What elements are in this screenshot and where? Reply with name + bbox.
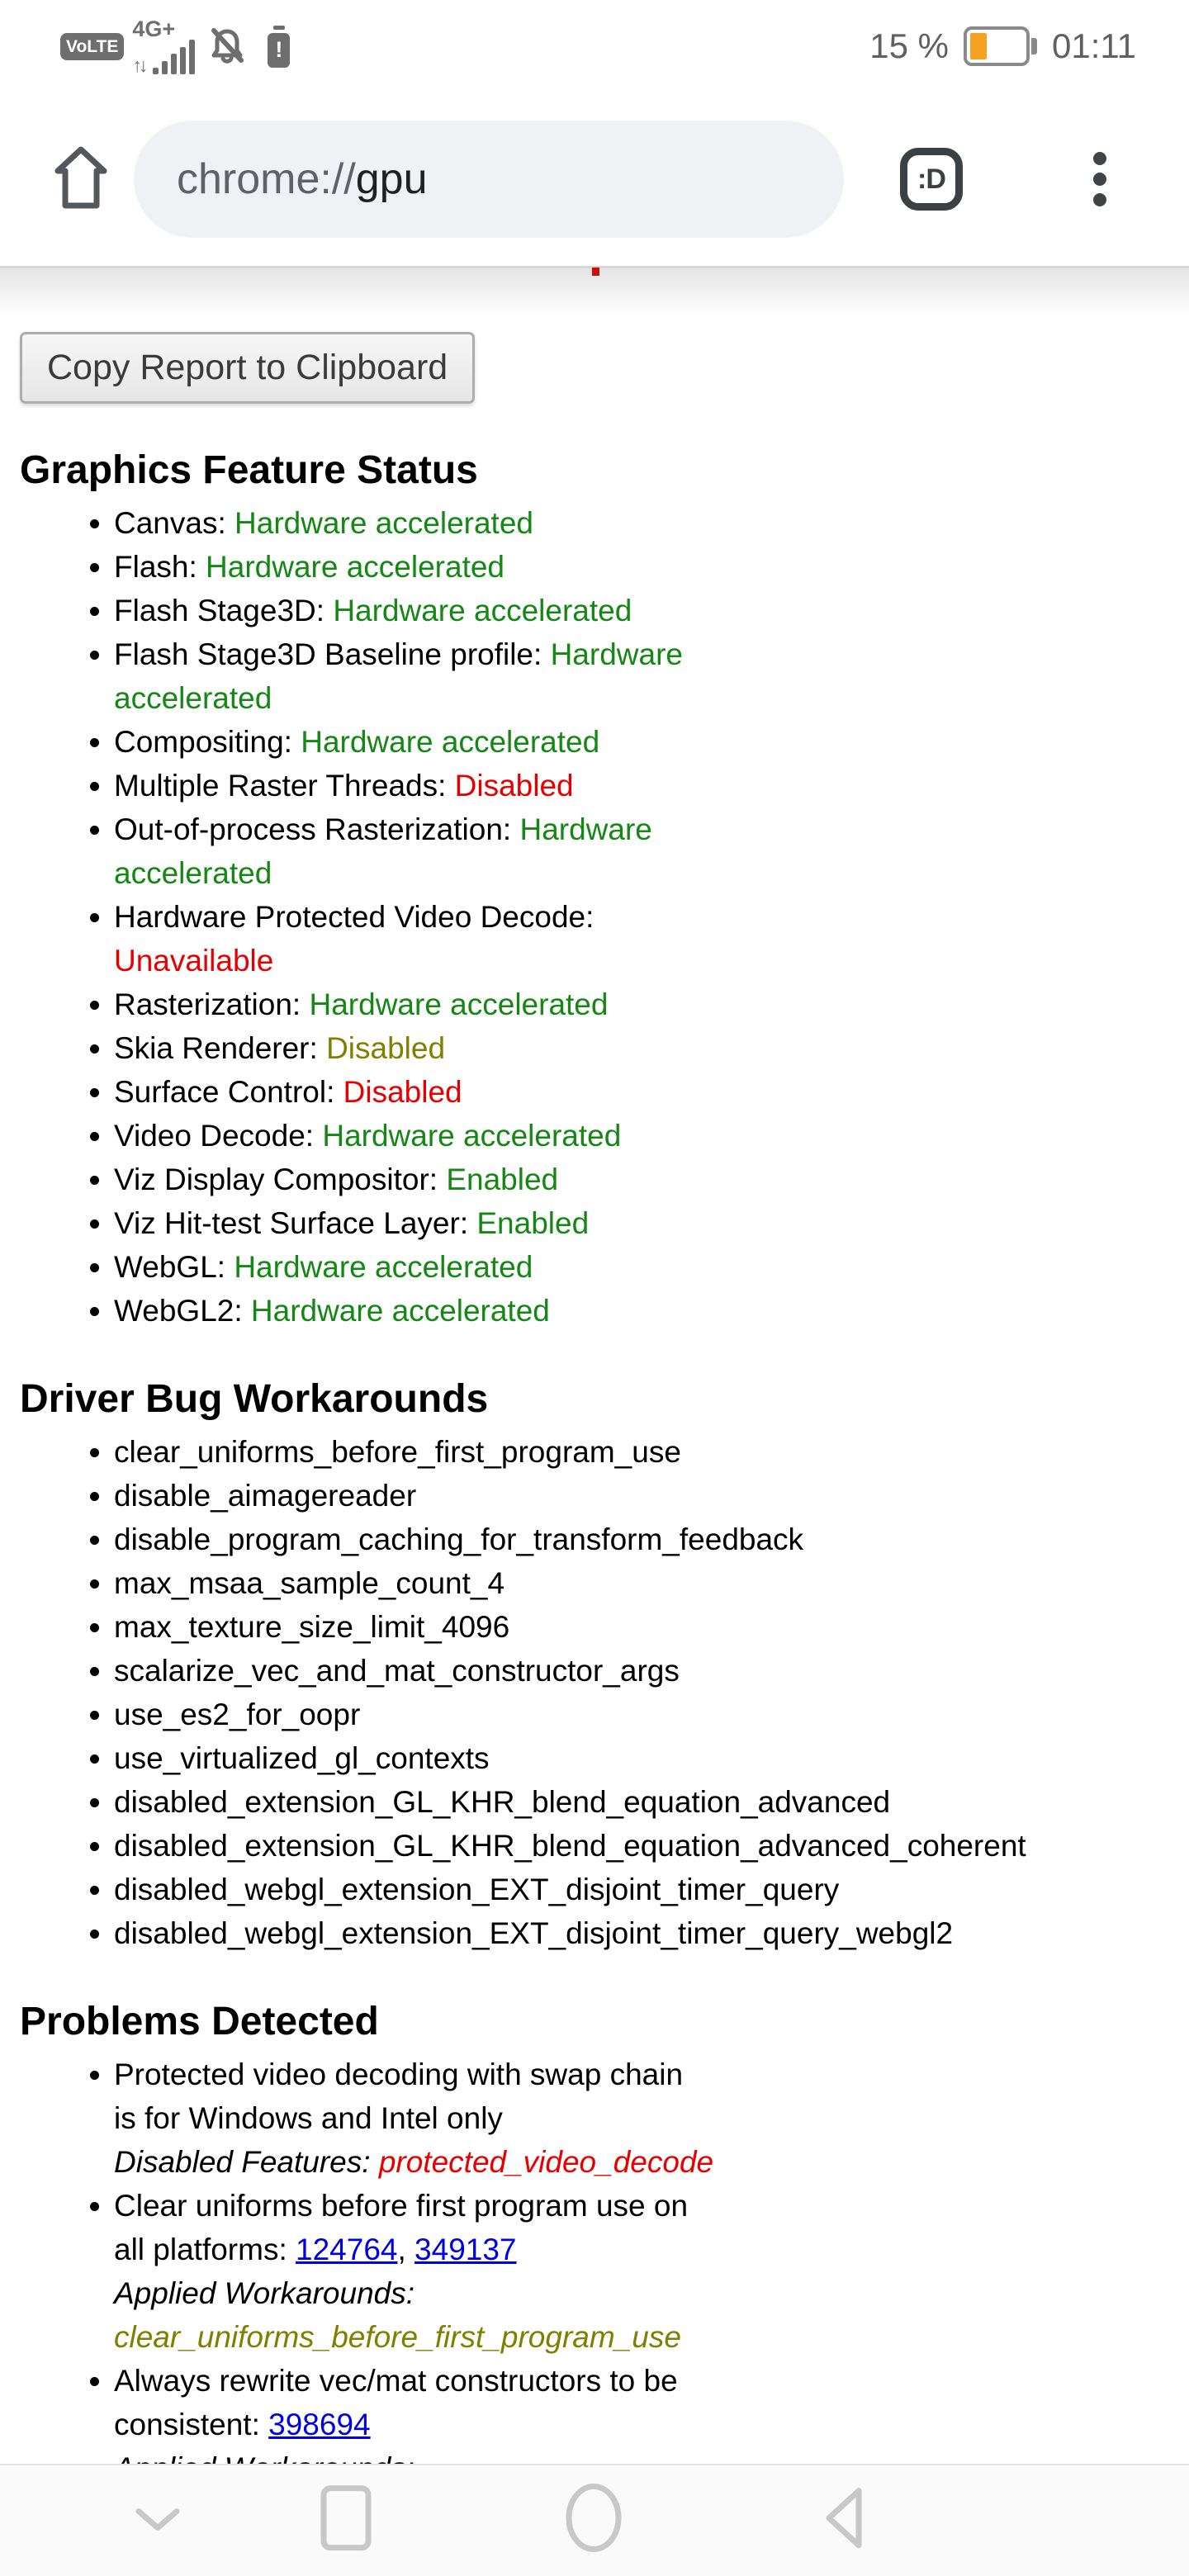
list-item xyxy=(114,1114,1169,1158)
text-segment: disabled_webgl_extension_EXT_disjoint_timer_query_webgl2 xyxy=(114,1916,954,1950)
network-indicator xyxy=(132,18,195,74)
text-segment: Hardware Protected Video Decode: xyxy=(114,900,594,934)
text-segment: Hardware accelerated xyxy=(234,1250,533,1284)
text-segment: Hardware accelerated xyxy=(322,1119,622,1153)
text-segment: Enabled xyxy=(476,1206,590,1240)
status-bar xyxy=(0,0,1189,92)
network-type-label: 4G+ xyxy=(132,17,176,41)
network-activity xyxy=(132,40,195,74)
list-item xyxy=(114,1693,1169,1736)
text-segment: disable_aimagereader xyxy=(114,1479,417,1513)
text-segment: Viz Display Compositor: xyxy=(114,1163,447,1196)
gpu-report-page xyxy=(0,332,1189,2490)
text-segment: Disabled Features: xyxy=(114,2145,379,2179)
text-segment: max_texture_size_limit_4096 xyxy=(114,1610,510,1644)
text-segment: consistent: xyxy=(114,2408,269,2441)
text-segment: Flash Stage3D Baseline profile: xyxy=(114,637,551,671)
signal-bars-icon xyxy=(149,40,195,74)
text-segment: Applied Workarounds: xyxy=(114,2276,415,2310)
report-sections xyxy=(20,448,1169,2490)
text-segment: disabled_webgl_extension_EXT_disjoint_timer_query xyxy=(114,1873,840,1906)
url-scheme: chrome:// xyxy=(177,155,356,203)
text-segment: Enabled xyxy=(446,1163,559,1196)
list-item xyxy=(114,764,1169,807)
battery-percent-label: 15 % xyxy=(869,26,949,65)
list-item xyxy=(114,1824,1169,1868)
tab-switcher-button[interactable] xyxy=(900,148,963,211)
list-item xyxy=(114,895,1169,983)
text-segment: all platforms: xyxy=(114,2233,296,2266)
url-host: gpu xyxy=(355,155,428,203)
text-segment: WebGL2: xyxy=(114,1294,251,1328)
list-item xyxy=(114,1736,1169,1780)
back-triangle-icon[interactable] xyxy=(821,2485,867,2551)
text-segment: Hardware xyxy=(519,812,652,846)
url-text xyxy=(177,154,428,204)
text-segment: Compositing: xyxy=(114,725,301,759)
list-item xyxy=(114,545,1169,589)
home-circle-icon[interactable] xyxy=(564,2483,623,2554)
text-segment: Viz Hit-test Surface Layer: xyxy=(114,1206,477,1240)
list-item xyxy=(114,1201,1169,1245)
list-item xyxy=(114,1780,1169,1824)
android-nav-bar xyxy=(0,2464,1189,2576)
list-item xyxy=(114,1868,1169,1911)
text-segment: Hardware accelerated xyxy=(250,1294,550,1328)
text-segment: clear_uniforms_before_first_program_use xyxy=(114,1435,681,1469)
text-segment: Clear uniforms before first program use on xyxy=(114,2189,689,2223)
section-list-driver-bug-workarounds xyxy=(20,1430,1169,1955)
recents-square-icon[interactable] xyxy=(320,2484,372,2552)
browser-toolbar xyxy=(0,92,1189,266)
text-segment: disabled_extension_GL_KHR_blend_equation_advanced_coherent xyxy=(114,1829,1026,1863)
list-item xyxy=(114,632,1169,720)
bug-link[interactable]: 398694 xyxy=(268,2408,371,2441)
menu-kebab-button[interactable] xyxy=(1093,149,1106,211)
bug-link[interactable]: 349137 xyxy=(414,2233,517,2266)
list-item xyxy=(114,1158,1169,1201)
text-segment: Unavailable xyxy=(114,944,274,978)
list-item xyxy=(114,1911,1169,1955)
text-segment: Skia Renderer: xyxy=(114,1031,327,1065)
section-title-driver-bug-workarounds: Driver Bug Workarounds xyxy=(20,1377,489,1421)
text-segment: disabled_extension_GL_KHR_blend_equation_advanced xyxy=(114,1785,891,1819)
section-list-problems-detected xyxy=(20,2053,1169,2490)
list-item xyxy=(114,2184,1169,2359)
text-segment: Disabled xyxy=(326,1031,446,1065)
text-segment: Multiple Raster Threads: xyxy=(114,769,455,803)
text-segment: clear_uniforms_before_first_program_use xyxy=(114,2320,681,2354)
list-item xyxy=(114,501,1169,545)
status-right-cluster xyxy=(869,26,1136,66)
list-item xyxy=(114,983,1169,1026)
updown-arrows-icon: ↑↓ xyxy=(132,54,145,76)
list-item xyxy=(114,720,1169,764)
text-segment: Hardware accelerated xyxy=(206,550,505,584)
text-segment: WebGL: xyxy=(114,1250,234,1284)
text-segment: Canvas: xyxy=(114,506,235,540)
text-segment: Hardware xyxy=(550,637,683,671)
list-item xyxy=(114,1070,1169,1114)
text-segment: disable_program_caching_for_transform_feedback xyxy=(114,1522,804,1556)
notifications-muted-icon xyxy=(208,26,246,68)
text-segment: protected_video_decode xyxy=(378,2145,714,2179)
list-item xyxy=(114,1605,1169,1649)
text-segment: scalarize_vec_and_mat_constructor_args xyxy=(114,1654,680,1688)
text-segment: is for Windows and Intel only xyxy=(114,2101,503,2135)
text-segment: Hardware accelerated xyxy=(234,506,533,540)
status-left-cluster xyxy=(60,18,290,74)
list-item xyxy=(114,1561,1169,1605)
text-segment: Surface Control: xyxy=(114,1075,343,1109)
chevron-down-icon[interactable] xyxy=(134,2506,182,2534)
list-item xyxy=(114,1518,1169,1561)
text-segment: max_msaa_sample_count_4 xyxy=(114,1566,505,1600)
text-segment: Flash Stage3D: xyxy=(114,594,334,627)
volte-badge: VoLTE xyxy=(60,33,124,60)
battery-horizontal-icon xyxy=(964,26,1037,66)
text-segment: accelerated xyxy=(114,856,272,890)
clock-label: 01:11 xyxy=(1052,26,1136,65)
text-segment: Video Decode: xyxy=(114,1119,323,1153)
list-item xyxy=(114,1289,1169,1333)
list-item xyxy=(114,807,1169,895)
text-segment: Rasterization: xyxy=(114,987,310,1021)
url-bar[interactable] xyxy=(134,121,844,238)
bug-link[interactable]: 124764 xyxy=(296,2233,398,2266)
copy-report-button[interactable]: Copy Report to Clipboard xyxy=(20,332,475,404)
text-segment: Hardware accelerated xyxy=(309,987,609,1021)
list-item xyxy=(114,1245,1169,1289)
text-segment: Always rewrite vec/mat constructors to be xyxy=(114,2364,678,2398)
text-segment: Protected video decoding with swap chain xyxy=(114,2057,684,2091)
text-segment: Disabled xyxy=(454,769,574,803)
list-item xyxy=(114,1430,1169,1474)
tab-count-label: :D xyxy=(917,163,945,195)
red-tick-artifact xyxy=(592,268,599,276)
home-button[interactable] xyxy=(51,143,111,216)
list-item xyxy=(114,589,1169,632)
section-list-graphics-feature-status xyxy=(20,501,1169,1333)
text-segment: Hardware accelerated xyxy=(301,725,600,759)
text-segment: use_virtualized_gl_contexts xyxy=(114,1741,490,1775)
list-item xyxy=(114,1649,1169,1693)
list-item xyxy=(114,1474,1169,1518)
list-item xyxy=(114,2053,1169,2184)
text-segment: Out-of-process Rasterization: xyxy=(114,812,520,846)
text-segment: , xyxy=(397,2233,415,2266)
text-segment: Hardware accelerated xyxy=(333,594,632,627)
section-title-graphics-feature-status: Graphics Feature Status xyxy=(20,448,478,492)
list-item xyxy=(114,1026,1169,1070)
text-segment: accelerated xyxy=(114,681,272,715)
text-segment: Disabled xyxy=(343,1075,462,1109)
text-segment: Flash: xyxy=(114,550,206,584)
battery-alert-icon: ! xyxy=(268,26,290,68)
section-title-problems-detected: Problems Detected xyxy=(20,2000,379,2043)
text-segment: use_es2_for_oopr xyxy=(114,1698,361,1731)
